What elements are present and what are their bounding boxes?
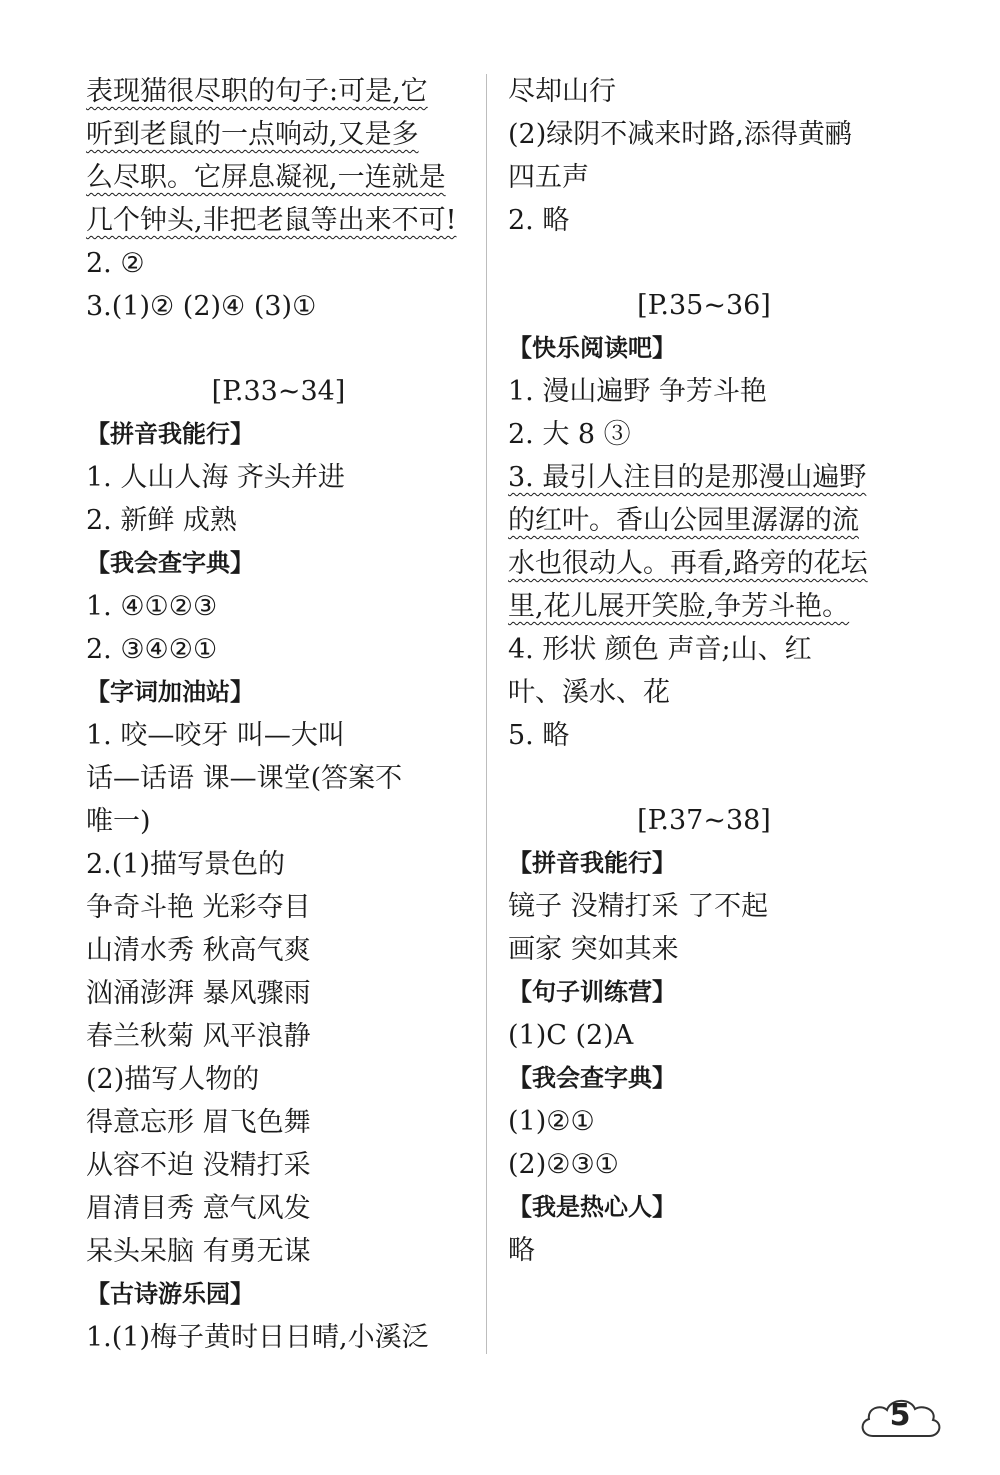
answer-text: 汹涌澎湃 暴风骤雨: [86, 978, 311, 1009]
answer-line: [508, 413, 900, 456]
section-heading: [508, 842, 900, 885]
answer-line: [86, 285, 471, 328]
answer-line: [86, 456, 471, 499]
answer-text: 叶、溪水、花: [508, 677, 670, 708]
answer-line: [86, 843, 471, 886]
answer-line: [508, 542, 900, 585]
answer-text: [P.33~34]: [211, 376, 346, 407]
answer-text: 【拼音我能行】: [86, 420, 254, 448]
answer-text: (2)②③①: [508, 1149, 619, 1180]
answer-text: 2. ③④②①: [86, 634, 218, 665]
answer-line: [508, 628, 900, 671]
answer-line: [508, 456, 900, 499]
answer-text: 【字词加油站】: [86, 678, 254, 706]
answer-text: 镜子 没精打采 了不起: [508, 891, 769, 922]
answer-line: [508, 370, 900, 413]
answer-text: (2)描写人物的: [86, 1064, 260, 1095]
answer-line: [86, 585, 471, 628]
right-column: [508, 70, 900, 1272]
section-heading: [86, 413, 471, 456]
left-column: [86, 70, 471, 1359]
answer-text: 水也很动人。再看,路旁的花坛: [508, 548, 868, 579]
left-spacer: [86, 328, 471, 370]
right-spacer: [508, 242, 900, 284]
answer-text: 2. 大 8 ③: [508, 419, 631, 450]
answer-text: 四五声: [508, 162, 589, 193]
answer-text: 【句子训练营】: [508, 978, 676, 1006]
answer-line: [86, 1101, 471, 1144]
answer-text: 略: [508, 1235, 535, 1266]
answer-line: [86, 1015, 471, 1058]
answer-text: 表现猫很尽职的句子:可是,它: [86, 76, 428, 107]
page-range-heading: [86, 370, 471, 413]
answer-line: [508, 113, 900, 156]
answer-line: [508, 1229, 900, 1272]
section-heading: [86, 542, 471, 585]
answer-line: [508, 70, 900, 113]
answer-text: 呆头呆脑 有勇无谋: [86, 1236, 311, 1267]
answer-line: [508, 1014, 900, 1057]
section-heading: [86, 1273, 471, 1316]
answer-line: [508, 156, 900, 199]
answer-text: 【快乐阅读吧】: [508, 334, 676, 362]
answer-text: [P.35~36]: [637, 290, 771, 321]
answer-line: [86, 70, 471, 113]
answer-line: [508, 1100, 900, 1143]
answer-text: 【我会查字典】: [508, 1064, 676, 1092]
answer-text: (1)C (2)A: [508, 1020, 634, 1051]
answer-text: 3.(1)② (2)④ (3)①: [86, 291, 317, 322]
answer-line: [86, 1230, 471, 1273]
answer-text: 春兰秋菊 风平浪静: [86, 1021, 311, 1052]
answer-line: [86, 156, 471, 199]
answer-text: 的红叶。香山公园里潺潺的流: [508, 505, 859, 536]
answer-text: 得意忘形 眉飞色舞: [86, 1107, 311, 1138]
answer-text: 话—话语 课—课堂(答案不: [86, 763, 403, 794]
answer-text: 画家 突如其来: [508, 934, 679, 965]
page-number: 5: [889, 1398, 911, 1433]
answer-text: 1. 人山人海 齐头并进: [86, 462, 345, 493]
answer-text: 几个钟头,非把老鼠等出来不可!: [86, 205, 457, 236]
page-range-heading: [508, 284, 900, 327]
answer-text: 4. 形状 颜色 声音;山、红: [508, 634, 812, 665]
answer-text: 2.(1)描写景色的: [86, 849, 286, 880]
answer-text: 么尽职。它屏息凝视,一连就是: [86, 162, 446, 193]
answer-line: [86, 714, 471, 757]
answer-text: 争奇斗艳 光彩夺目: [86, 892, 311, 923]
answer-text: 听到老鼠的一点响动,又是多: [86, 119, 419, 150]
answer-text: 尽却山行: [508, 76, 616, 107]
answer-line: [86, 886, 471, 929]
answer-text: 1. 咬—咬牙 叫—大叫: [86, 720, 345, 751]
answer-text: 2. ②: [86, 248, 145, 279]
answer-text: (2)绿阴不减来时路,添得黄鹂: [508, 119, 852, 150]
answer-line: [508, 199, 900, 242]
answer-text: 唯一): [86, 806, 151, 837]
answer-line: [508, 671, 900, 714]
answer-text: (1)②①: [508, 1106, 595, 1137]
section-heading: [508, 1057, 900, 1100]
column-divider: [486, 74, 487, 1354]
answer-line: [86, 499, 471, 542]
answer-line: [86, 242, 471, 285]
answer-text: 1.(1)梅子黄时日日晴,小溪泛: [86, 1322, 429, 1353]
section-heading: [508, 1186, 900, 1229]
answer-line: [86, 1058, 471, 1101]
answer-line: [86, 628, 471, 671]
answer-line: [508, 714, 900, 757]
answer-text: 从容不迫 没精打采: [86, 1150, 311, 1181]
answer-text: 【拼音我能行】: [508, 849, 676, 877]
answer-line: [508, 885, 900, 928]
answer-line: [86, 1316, 471, 1359]
answer-text: 2. 略: [508, 205, 570, 236]
answer-text: 3. 最引人注目的是那漫山遍野: [508, 462, 867, 493]
answer-line: [86, 800, 471, 843]
section-heading: [508, 327, 900, 370]
answer-line: [86, 972, 471, 1015]
answer-line: [86, 1144, 471, 1187]
answer-text: 眉清目秀 意气风发: [86, 1193, 311, 1224]
answer-text: 【我是热心人】: [508, 1193, 676, 1221]
answer-text: 【古诗游乐园】: [86, 1280, 254, 1308]
right-spacer: [508, 757, 900, 799]
page-range-heading: [508, 799, 900, 842]
answer-text: 5. 略: [508, 720, 570, 751]
answer-text: 1. 漫山遍野 争芳斗艳: [508, 376, 767, 407]
answer-text: 山清水秀 秋高气爽: [86, 935, 311, 966]
answer-text: 1. ④①②③: [86, 591, 218, 622]
section-heading: [86, 671, 471, 714]
answer-text: 2. 新鲜 成熟: [86, 505, 237, 536]
answer-line: [508, 928, 900, 971]
answer-line: [508, 585, 900, 628]
answer-text: [P.37~38]: [637, 805, 771, 836]
answer-line: [86, 199, 471, 242]
answer-line: [86, 1187, 471, 1230]
answer-line: [86, 757, 471, 800]
answer-line: [508, 1143, 900, 1186]
answer-line: [508, 499, 900, 542]
page-number-badge: [855, 1392, 945, 1444]
section-heading: [508, 971, 900, 1014]
answer-line: [86, 929, 471, 972]
answer-line: [86, 113, 471, 156]
answer-text: 里,花儿展开笑脸,争芳斗艳。: [508, 591, 850, 622]
answer-text: 【我会查字典】: [86, 549, 254, 577]
